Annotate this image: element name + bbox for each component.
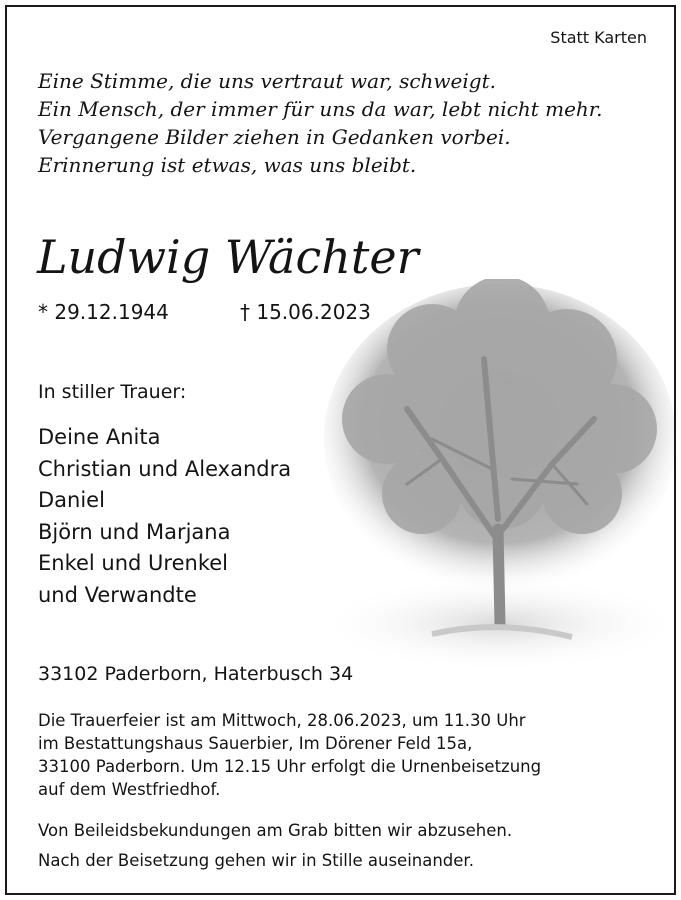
funeral-line: auf dem Westfriedhof. (38, 780, 221, 799)
tree-icon (312, 279, 676, 689)
mourner: und Verwandte (38, 582, 197, 607)
deceased-name: Ludwig Wächter (37, 230, 419, 284)
funeral-details (38, 709, 541, 801)
funeral-line: Die Trauerfeier ist am Mittwoch, 28.06.2023, um 11.30 Uhr (38, 711, 526, 730)
funeral-line: im Bestattungshaus Sauerbier, Im Dörener Feld 15a, (38, 734, 473, 753)
poem-line: Erinnerung ist etwas, was uns bleibt. (38, 153, 417, 177)
mourners-list (38, 422, 291, 611)
poem-line: Eine Stimme, die uns vertraut war, schweigt. (38, 69, 496, 93)
mourner: Christian und Alexandra (38, 456, 292, 481)
mourner: Deine Anita (38, 425, 161, 449)
family-address: 33102 Paderborn, Haterbusch 34 (38, 663, 354, 685)
mourner: Björn und Marjana (38, 519, 231, 544)
obituary-notice (5, 5, 676, 895)
death-date: † 15.06.2023 (240, 300, 371, 324)
mourner: Enkel und Urenkel (38, 551, 228, 575)
poem (38, 67, 603, 179)
mourning-intro: In stiller Trauer: (38, 381, 187, 403)
burial-note: Nach der Beisetzung gehen wir in Stille auseinander. (38, 851, 474, 870)
condolence-note: Von Beileidsbekundungen am Grab bitten wir abzusehen. (38, 821, 513, 840)
funeral-line: 33100 Paderborn. Um 12.15 Uhr erfolgt die Urnenbeisetzung (38, 757, 542, 776)
poem-line: Vergangene Bilder ziehen in Gedanken vorbei. (38, 125, 511, 149)
mourner: Daniel (38, 488, 105, 512)
birth-date: * 29.12.1944 (38, 300, 169, 324)
poem-line: Ein Mensch, der immer für uns da war, lebt nicht mehr. (38, 97, 603, 121)
statt-karten: Statt Karten (550, 28, 647, 47)
